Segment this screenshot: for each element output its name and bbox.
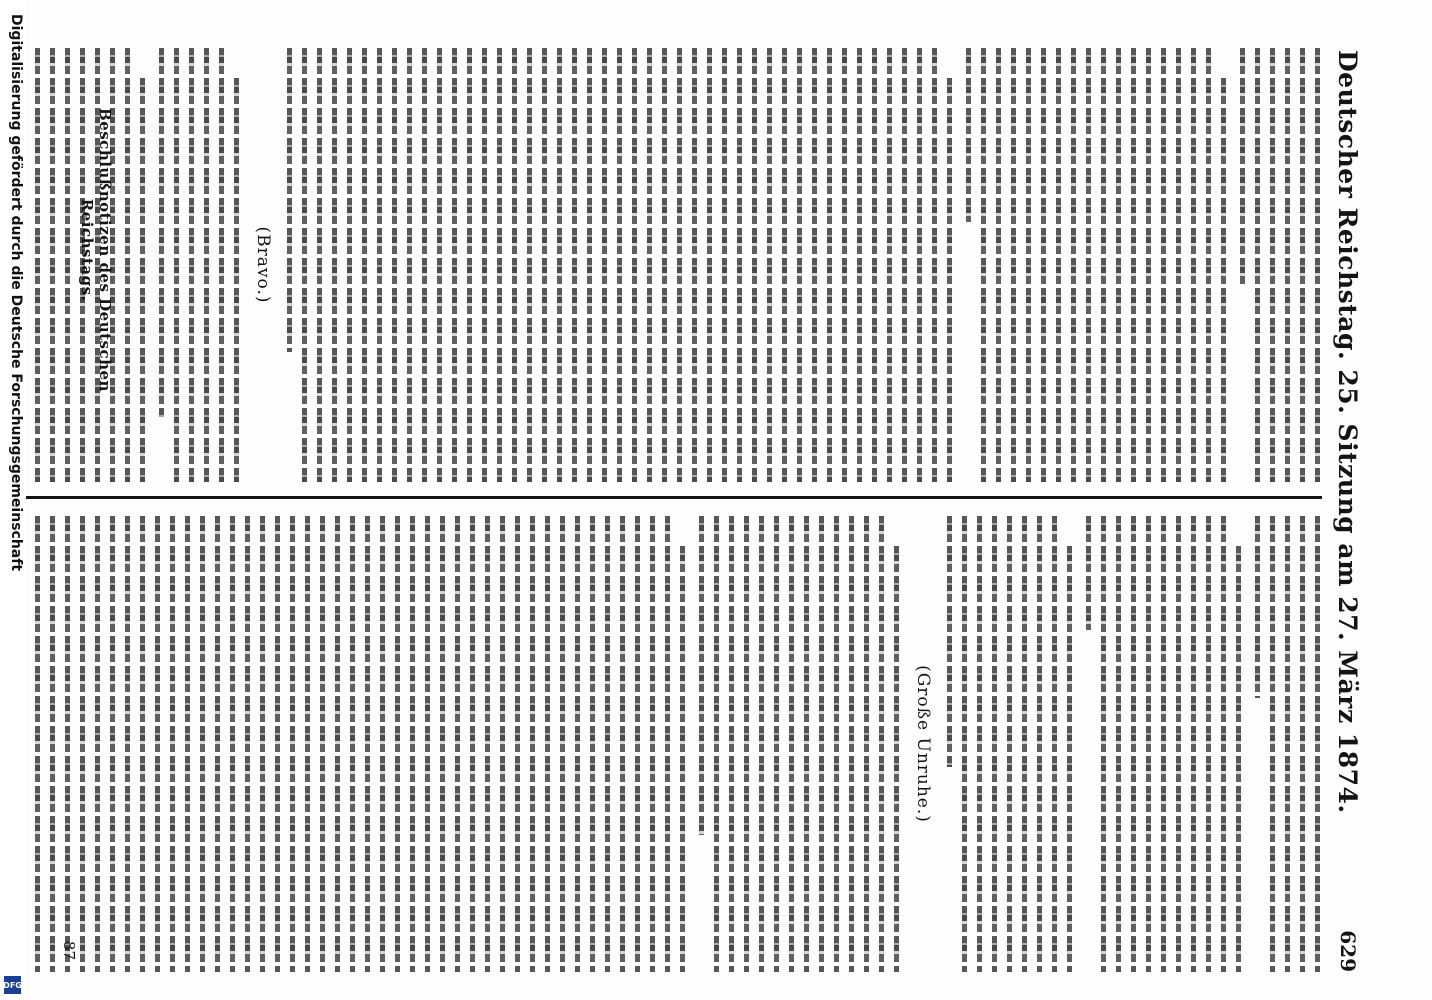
- section-heading: (Große Unruhe.): [913, 665, 933, 823]
- paragraph: [20, 516, 685, 972]
- left-column: [20, 48, 1320, 482]
- digitization-strip: [0, 0, 26, 1000]
- page-title: Deutscher Reichstag. 25. Sitzung am 27. März 1874.: [1333, 50, 1362, 814]
- paragraph: [1255, 516, 1320, 972]
- section-heading: (Bravo.): [253, 226, 273, 304]
- paragraph: [287, 48, 952, 482]
- closing-heading: Beschlußnotizen des Deutschen Reichstags.: [78, 108, 114, 392]
- dfg-logo-icon: DFG: [4, 976, 21, 994]
- paragraph: [1240, 48, 1320, 482]
- paragraph: [699, 516, 899, 972]
- paragraph: [159, 48, 239, 482]
- paragraph: [947, 516, 1072, 972]
- page-header: [1322, 0, 1432, 1000]
- paragraph: [966, 48, 1226, 482]
- column-divider: [12, 496, 1322, 499]
- paragraph: [1086, 516, 1241, 972]
- signature-marker: 87: [60, 940, 78, 960]
- right-column: [20, 516, 1320, 972]
- page-number: 629: [1336, 930, 1360, 972]
- digitization-credit: Digitalisierung gefördert durch die Deutsche Forschungsgemeinschaft: [8, 14, 24, 572]
